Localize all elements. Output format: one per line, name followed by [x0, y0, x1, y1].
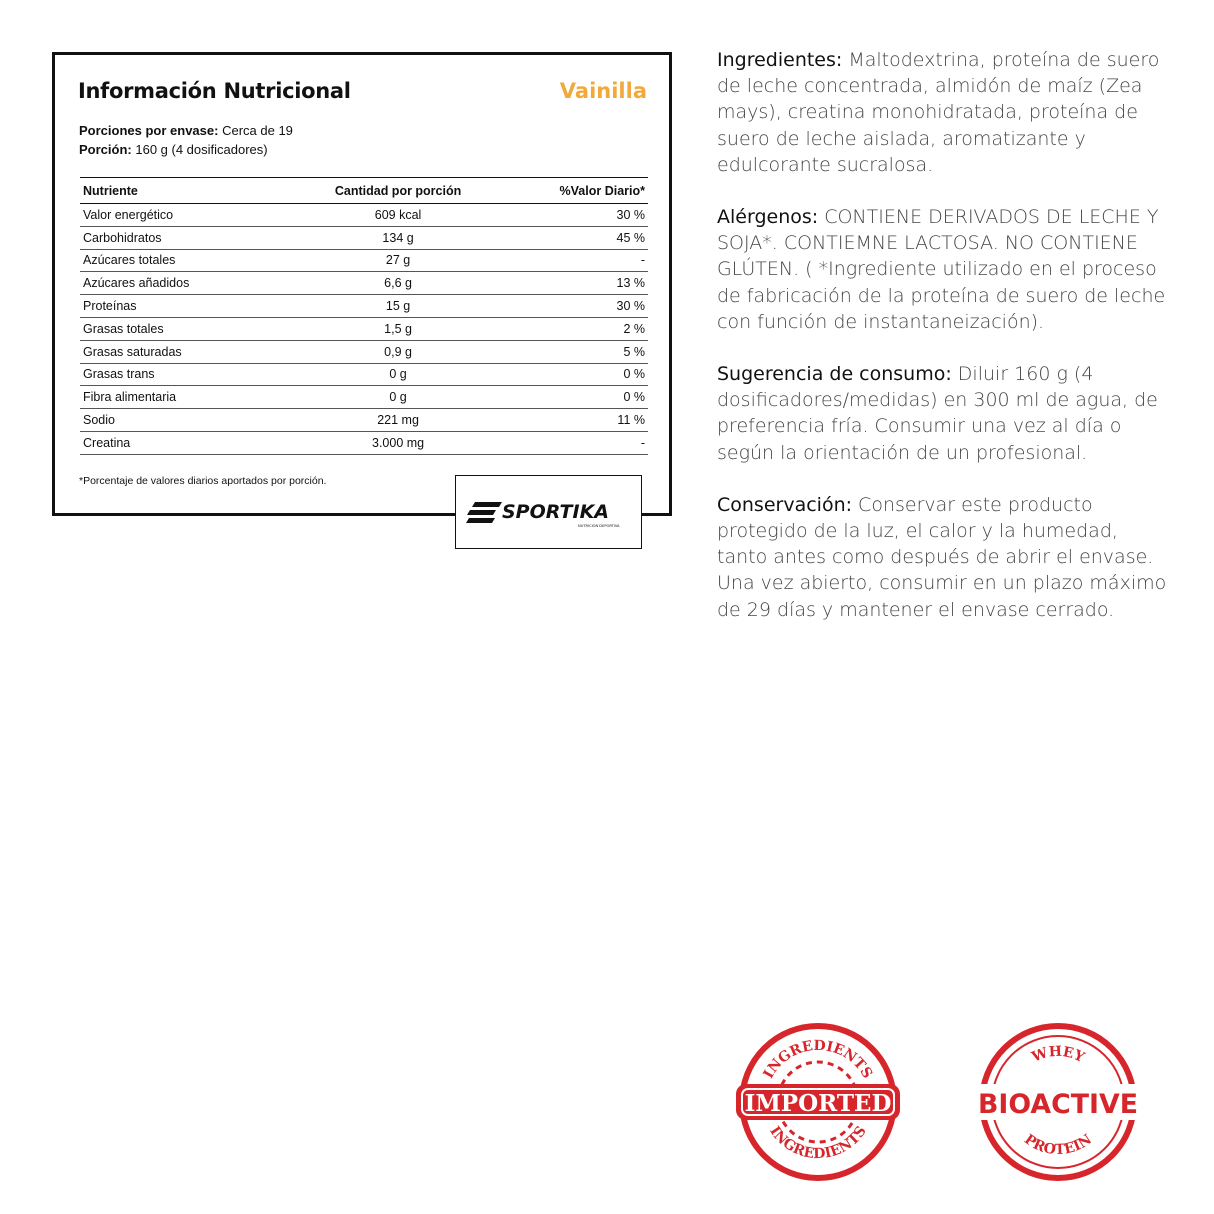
bioactive-whey-badge — [976, 1020, 1140, 1184]
portion-label: Porción: — [79, 142, 132, 157]
brand-name: SPORTIKA — [502, 501, 609, 523]
suggestion-section — [717, 361, 1167, 466]
badge-top-text: INGREDIENTS — [760, 1037, 876, 1082]
badge-center-text: IMPORTED — [744, 1090, 892, 1117]
nutrient-daily-value: - — [478, 431, 648, 454]
table-row — [80, 409, 648, 432]
column-header-amount: Cantidad por porción — [319, 178, 478, 204]
nutrient-name: Azúcares totales — [80, 249, 319, 272]
nutrient-name: Creatina — [80, 431, 319, 454]
nutrient-daily-value: 30 % — [478, 204, 648, 227]
suggestion-label: Sugerencia de consumo: — [717, 363, 952, 386]
nutrient-daily-value: 0 % — [478, 386, 648, 409]
nutrient-daily-value: - — [478, 249, 648, 272]
nutrient-amount: 27 g — [319, 249, 478, 272]
brand-logo-box — [455, 475, 642, 549]
ingredients-section — [717, 47, 1167, 178]
nutrient-name: Sodio — [80, 409, 319, 432]
allergens-label: Alérgenos: — [717, 206, 819, 229]
table-row — [80, 226, 648, 249]
nutrient-name: Fibra alimentaria — [80, 386, 319, 409]
sportika-logo — [466, 496, 634, 530]
nutrient-daily-value: 45 % — [478, 226, 648, 249]
portion-value: 160 g (4 dosificadores) — [135, 142, 268, 157]
nutrient-daily-value: 13 % — [478, 272, 648, 295]
flavor-label: Vainilla — [559, 79, 647, 103]
nutrient-daily-value: 2 % — [478, 317, 648, 340]
conservation-text: Conservar este producto protegido de la luz, el calor y la humedad, tanto antes como después de abrir el envase. Una vez abierto, consumir en un plazo máximo de 29 días y mantener el envase cerrado. — [717, 493, 1167, 621]
nutrient-amount: 0 g — [319, 363, 478, 386]
nutrient-name: Grasas trans — [80, 363, 319, 386]
nutrient-daily-value: 5 % — [478, 340, 648, 363]
badge-bottom-text: PROTEIN — [1021, 1131, 1095, 1159]
nutrient-amount: 1,5 g — [319, 317, 478, 340]
nutrient-amount: 609 kcal — [319, 204, 478, 227]
table-row — [80, 317, 648, 340]
allergens-text: CONTIENE DERIVADOS DE LECHE Y SOJA*. CONTIEMNE LACTOSA. NO CONTIENE GLÚTEN. ( *Ingrediente utilizado en el proceso de fabricación de la proteína de suero de leche con función de instantaneización). — [717, 206, 1166, 333]
nutrition-facts-panel — [52, 52, 672, 516]
table-row — [80, 204, 648, 227]
brand-tagline: NUTRICIÓN DEPORTIVA — [578, 524, 620, 528]
nutrient-amount: 6,6 g — [319, 272, 478, 295]
column-header-nutrient: Nutriente — [80, 178, 319, 204]
sportika-logo-mark — [466, 502, 502, 523]
table-header-row — [80, 178, 648, 204]
nutrient-name: Carbohidratos — [80, 226, 319, 249]
nutrient-amount: 0,9 g — [319, 340, 478, 363]
table-row — [80, 249, 648, 272]
table-row — [80, 386, 648, 409]
servings-per-container — [79, 123, 293, 138]
nutrient-amount: 221 mg — [319, 409, 478, 432]
badge-bottom-text: INGREDIENTS — [766, 1123, 870, 1163]
imported-ingredients-badge — [736, 1020, 900, 1184]
badge-top-text: WHEY — [1029, 1043, 1087, 1066]
nutrient-amount: 0 g — [319, 386, 478, 409]
footnote: *Porcentaje de valores diarios aportados por porción. — [79, 475, 327, 487]
servings-value: Cerca de 19 — [222, 123, 293, 138]
suggestion-text: Diluir 160 g (4 dosificadores/medidas) en 300 ml de agua, de preferencia fría. Consumir una vez al día o según la orientación de un profesional. — [717, 363, 1158, 464]
ingredients-text: Maltodextrina, proteína de suero de leche concentrada, almidón de maíz (Zea mays), creatina monohidratada, proteína de suero de leche aislada, aromatizante y edulcorante sucralosa. — [717, 49, 1160, 176]
nutrition-table — [80, 177, 648, 455]
product-info — [717, 47, 1167, 649]
nutrient-name: Grasas totales — [80, 317, 319, 340]
nutrient-name: Azúcares añadidos — [80, 272, 319, 295]
nutrient-name: Valor energético — [80, 204, 319, 227]
nutrient-amount: 15 g — [319, 295, 478, 318]
nutrient-amount: 134 g — [319, 226, 478, 249]
table-row — [80, 340, 648, 363]
table-row — [80, 431, 648, 454]
table-row — [80, 272, 648, 295]
panel-title: Información Nutricional — [78, 79, 351, 103]
nutrient-name: Proteínas — [80, 295, 319, 318]
table-row — [80, 295, 648, 318]
table-row — [80, 363, 648, 386]
badge-center-text: BIOACTIVE — [978, 1089, 1138, 1120]
column-header-daily-value: %Valor Diario* — [478, 178, 648, 204]
portion-size — [79, 142, 268, 157]
conservation-label: Conservación: — [717, 493, 853, 516]
conservation-section — [717, 492, 1167, 623]
servings-label: Porciones por envase: — [79, 123, 219, 138]
nutrient-daily-value: 0 % — [478, 363, 648, 386]
nutrient-amount: 3.000 mg — [319, 431, 478, 454]
allergens-section — [717, 204, 1167, 335]
nutrient-name: Grasas saturadas — [80, 340, 319, 363]
ingredients-label: Ingredientes: — [717, 49, 843, 71]
nutrient-daily-value: 30 % — [478, 295, 648, 318]
nutrient-daily-value: 11 % — [478, 409, 648, 432]
